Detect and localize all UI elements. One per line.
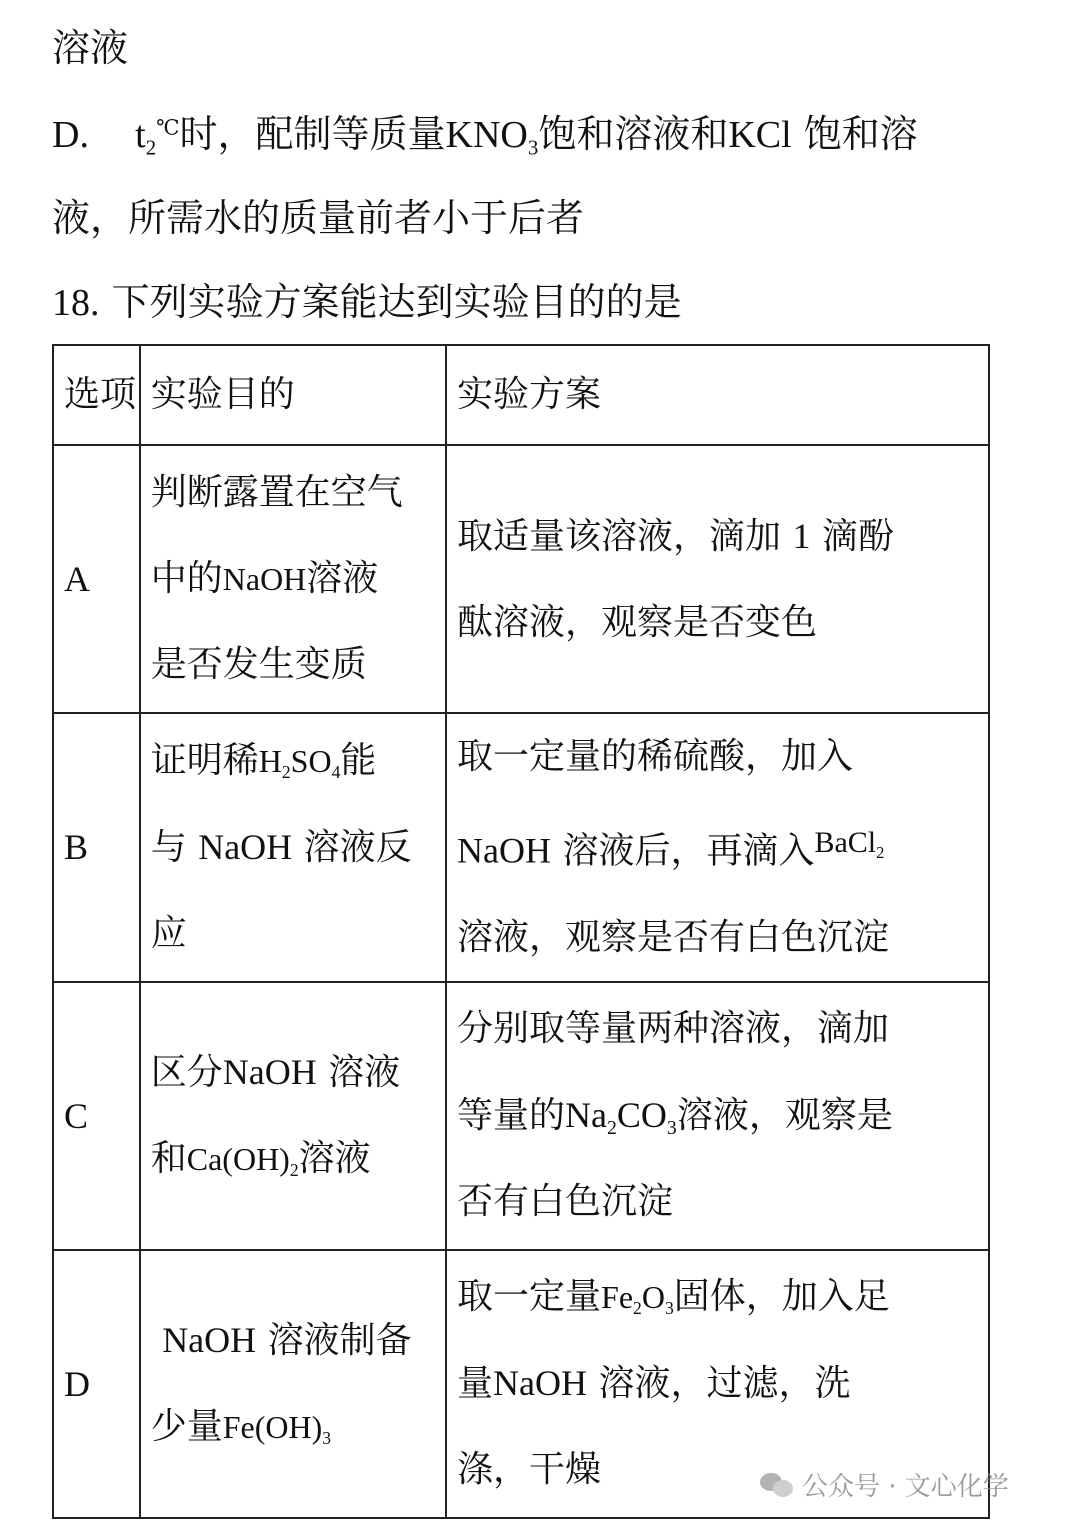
experiment-table <box>52 344 990 1519</box>
row-scheme-b: 取一定量的稀硫酸，加入 NaOH 溶液后，再滴入$^{BaCl_2}$ 溶液，观察是否有白色沉淀 <box>446 713 989 982</box>
row-purpose-a: 判断露置在空气 中的NaOH溶液 是否发生变质 <box>140 445 446 713</box>
row-option-d: D <box>53 1250 140 1518</box>
row-scheme-a: 取适量该溶液，滴加 1 滴酚 酞溶液，观察是否变色 <box>446 445 989 713</box>
row-scheme-c: 分别取等量两种溶液，滴加 等量的$Na_2CO_3$溶液，观察是 否有白色沉淀 <box>446 982 989 1250</box>
option-d-line-2: 液，所需水的质量前者小于后者 <box>52 196 585 240</box>
option-d-text-2: 饱和溶液和 <box>538 112 729 156</box>
question-18 <box>52 278 682 327</box>
row-option-c: C <box>53 982 140 1250</box>
option-d-line-1 <box>52 110 918 159</box>
header-scheme: 实验方案 <box>446 345 989 445</box>
table-row-c <box>53 982 989 1250</box>
question-stem: 下列实验方案能达到实验目的的是 <box>111 280 682 324</box>
watermark-text: 公众号 · 文心化学 <box>802 1472 1009 1502</box>
option-d-text-1: 时，配制等质量 <box>179 112 446 156</box>
kno3-formula: $KNO_3$ <box>445 114 539 160</box>
table-row-b <box>53 713 989 982</box>
row-option-a: A <box>53 445 140 713</box>
table-header-row <box>53 345 989 445</box>
option-d-text-3: 饱和溶 <box>803 112 918 156</box>
kcl-formula: KCl <box>728 114 792 156</box>
row-scheme-d: 取一定量$Fe_2O_3$固体，加入足 量NaOH 溶液，过滤，洗 涤，干燥 <box>446 1250 989 1518</box>
header-option: 选项 <box>53 345 140 445</box>
intro-line-1: 溶液 <box>52 26 129 70</box>
row-purpose-b: 证明稀$H_2SO_4$能 与 NaOH 溶液反 应 <box>140 713 446 982</box>
row-option-b: B <box>53 713 140 982</box>
row-purpose-c: 区分NaOH 溶液 和$Ca(OH)_2$溶液 <box>140 982 446 1250</box>
option-d-label: D. <box>52 114 89 156</box>
wechat-icon <box>760 1471 794 1499</box>
question-number: 18. <box>52 282 100 324</box>
header-purpose: 实验目的 <box>140 345 446 445</box>
table-row-a <box>53 445 989 713</box>
watermark <box>760 1466 1009 1503</box>
temperature-t: $t_2^℃$ <box>135 114 180 160</box>
row-purpose-d: NaOH 溶液制备 少量$Fe(OH)_3$ <box>140 1250 446 1518</box>
